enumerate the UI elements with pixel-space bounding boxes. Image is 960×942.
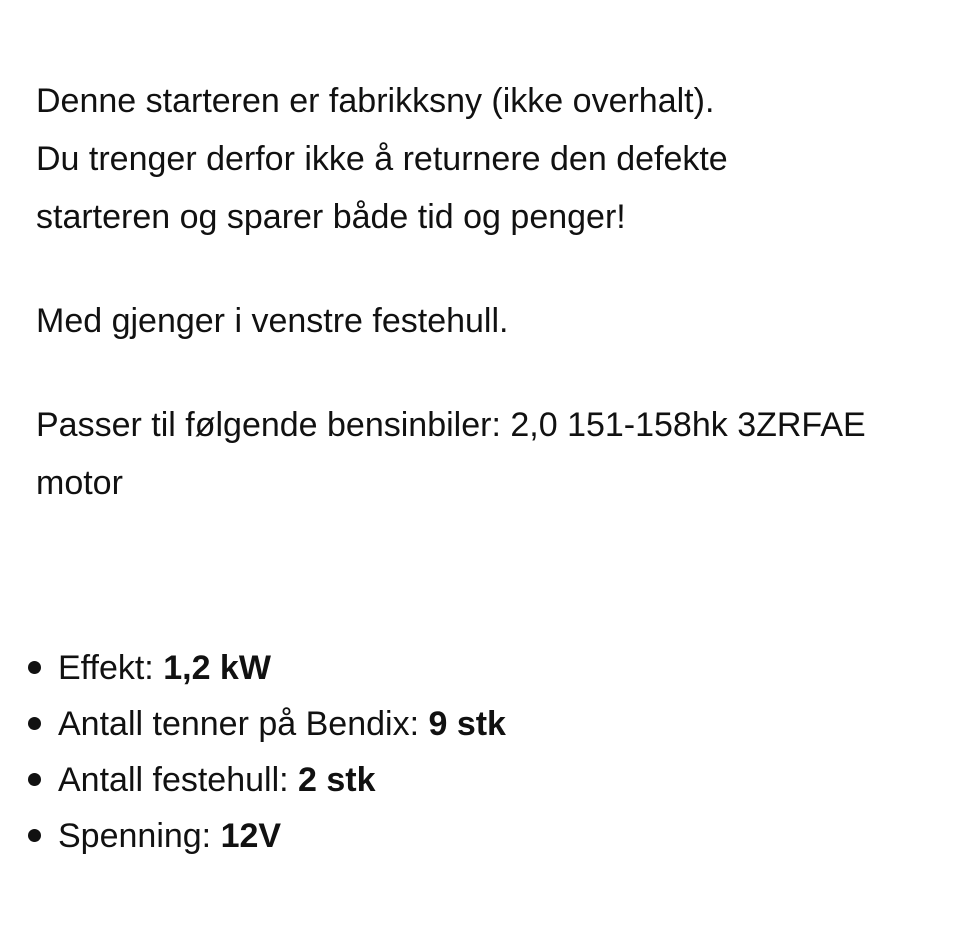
spec-value: 9 stk (428, 705, 506, 743)
spec-label: Spenning: (58, 817, 221, 855)
spec-item-festehull (58, 752, 506, 808)
spec-item-effekt (58, 640, 506, 696)
bullet-icon (28, 773, 41, 786)
bullet-icon (28, 661, 41, 674)
spec-value: 2 stk (298, 761, 376, 799)
spec-item-tenner (58, 696, 506, 752)
spec-value: 12V (220, 817, 282, 855)
text-line: Med gjenger i venstre festehull. (36, 302, 509, 340)
bullet-icon (28, 717, 41, 730)
description-paragraph-new-condition (36, 72, 936, 246)
text-line: Denne starteren er fabrikksny (ikke overhalt). (36, 82, 715, 120)
spec-label: Antall festehull: (58, 761, 299, 799)
spec-label: Effekt: (58, 649, 164, 687)
bullet-icon (28, 829, 41, 842)
spec-list (58, 640, 506, 864)
text-line: Passer til følgende bensinbiler: 2,0 151-158hk 3ZRFAE (36, 406, 866, 444)
product-description (36, 72, 936, 512)
description-paragraph-thread (36, 292, 936, 350)
spec-label: Antall tenner på Bendix: (58, 705, 429, 743)
text-line: Du trenger derfor ikke å returnere den defekte (36, 140, 728, 178)
text-line: starteren og sparer både tid og penger! (36, 198, 626, 236)
spec-value: 1,2 kW (163, 649, 271, 687)
text-line: motor (36, 464, 123, 502)
spec-item-spenning (58, 808, 506, 864)
description-paragraph-fitment (36, 396, 936, 512)
